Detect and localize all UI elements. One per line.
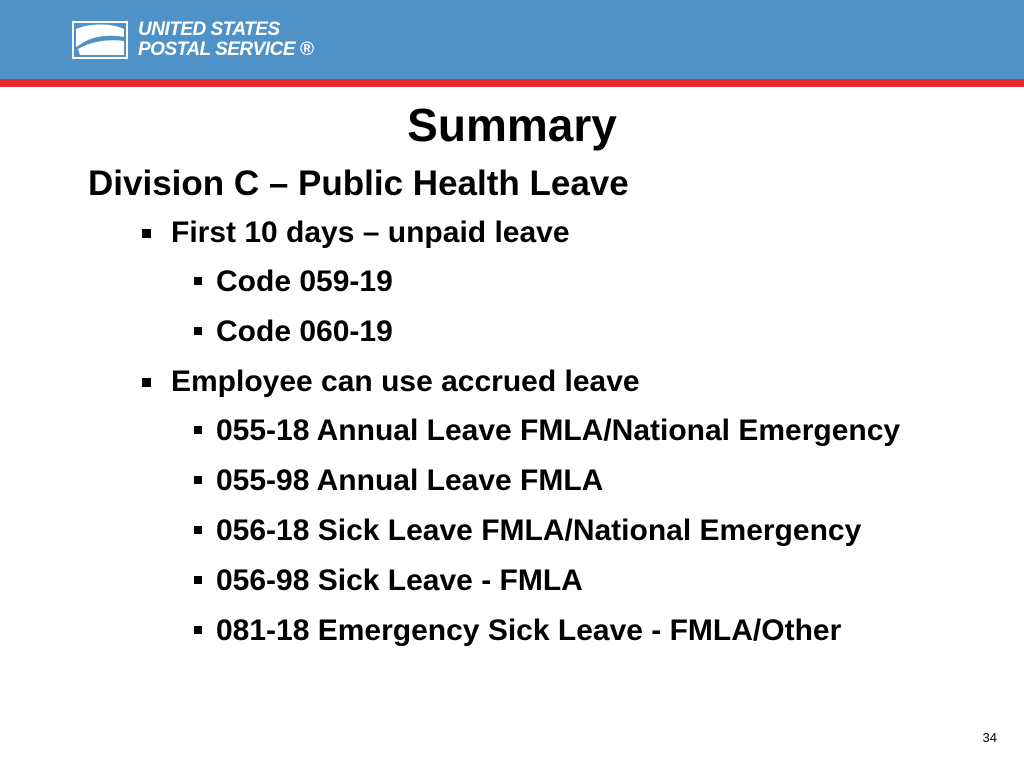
logo-line2: POSTAL SERVICE ® — [138, 39, 314, 60]
sub-list-item-text: Code 059-19 — [216, 265, 393, 298]
square-bullet-icon — [194, 426, 202, 434]
sub-list-item — [88, 312, 968, 352]
sub-list-item-text: Code 060-19 — [216, 315, 393, 348]
logo-text — [138, 20, 313, 60]
bullet-list — [88, 214, 968, 651]
slide-title: Summary — [407, 99, 617, 151]
sub-list-item — [88, 461, 968, 501]
page-number: 34 — [982, 730, 997, 745]
sub-bullet-list — [171, 411, 968, 651]
square-bullet-icon — [194, 277, 202, 285]
sub-list-item — [88, 411, 968, 451]
square-bullet-icon — [194, 476, 202, 484]
square-bullet-icon — [194, 576, 202, 584]
list-item — [88, 363, 968, 651]
sub-list-item-text: 055-18 Annual Leave FMLA/National Emergency — [216, 414, 901, 447]
list-item-text: Employee can use accrued leave — [171, 365, 640, 398]
header-stripe — [0, 79, 1024, 87]
sub-list-item — [88, 561, 968, 601]
sub-list-item-text: 056-18 Sick Leave FMLA/National Emergency — [216, 514, 862, 547]
square-bullet-icon — [142, 229, 151, 238]
logo-line1: UNITED STATES — [138, 19, 280, 40]
sub-bullet-list — [171, 262, 968, 352]
sub-list-item — [88, 262, 968, 302]
list-item — [88, 214, 968, 352]
sub-list-item-text: 081-18 Emergency Sick Leave - FMLA/Other — [216, 614, 842, 647]
square-bullet-icon — [194, 626, 202, 634]
sub-list-item-text: 055-98 Annual Leave FMLA — [216, 464, 604, 497]
sub-list-item — [88, 611, 968, 651]
square-bullet-icon — [142, 378, 151, 387]
sub-list-item-text: 056-98 Sick Leave - FMLA — [216, 564, 583, 597]
sub-list-item — [88, 511, 968, 551]
square-bullet-icon — [194, 526, 202, 534]
usps-logo — [68, 17, 313, 63]
slide-content — [88, 162, 968, 662]
section-heading: Division C – Public Health Leave — [88, 164, 629, 203]
eagle-icon — [68, 17, 132, 63]
square-bullet-icon — [194, 327, 202, 335]
list-item-text: First 10 days – unpaid leave — [171, 216, 570, 249]
